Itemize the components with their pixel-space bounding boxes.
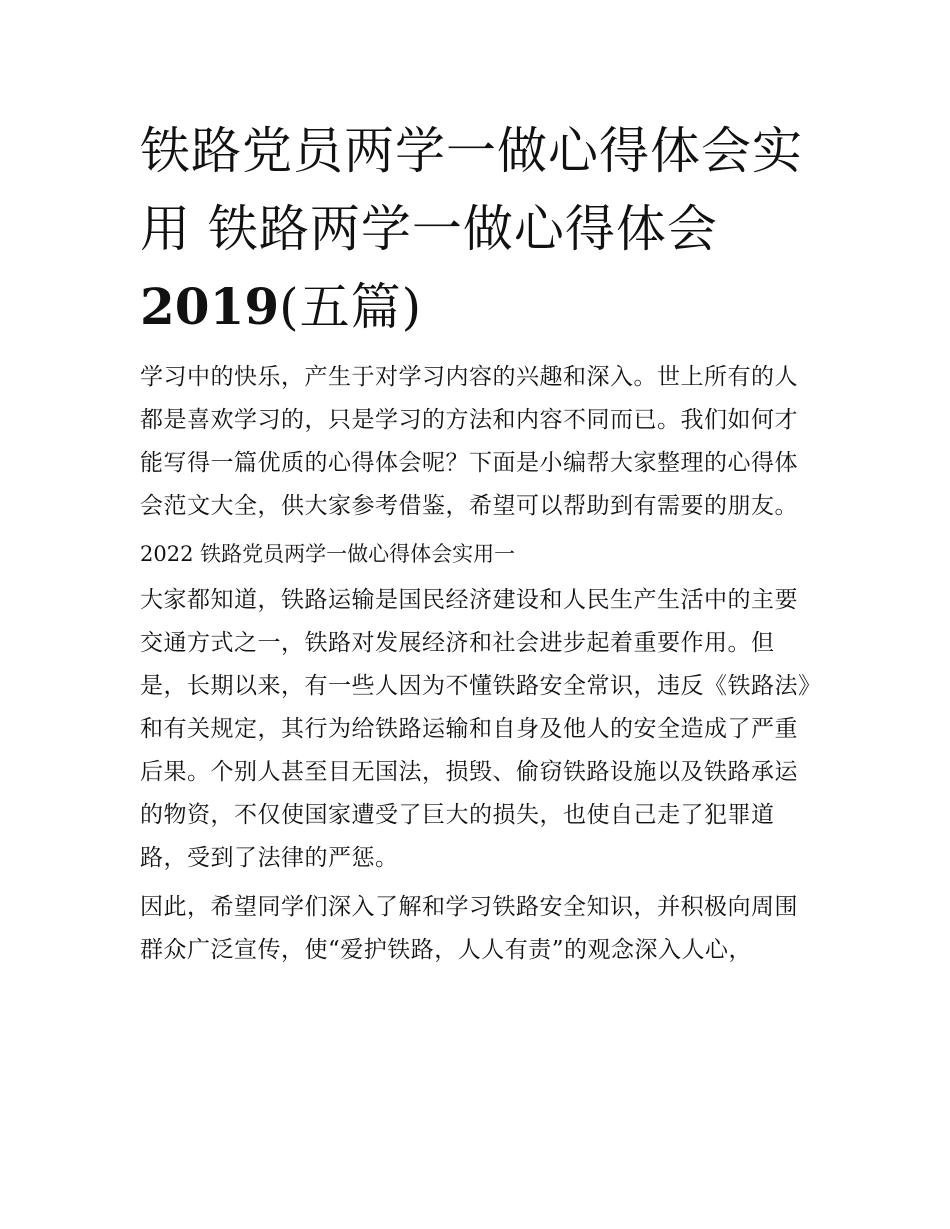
title-suffix: (五篇) bbox=[279, 278, 423, 336]
document-title bbox=[140, 112, 820, 346]
title-line-2: 用 铁路两学一做心得体会 bbox=[140, 200, 718, 258]
title-line-3 bbox=[140, 268, 820, 346]
section-heading: 2022 铁路党员两学一做心得体会实用一 bbox=[140, 542, 516, 566]
intro-paragraph: 学习中的快乐，产生于对学习内容的兴趣和深入。世上所有的人都是喜欢学习的，只是学习的方法和内容不同而已。我们如何才能写得一篇优质的心得体会呢？下面是小编帮大家整理的心得体会范文大全，供大家参考借鉴，希望可以帮助到有需要的朋友。 bbox=[140, 364, 798, 519]
title-line-1: 铁路党员两学一做心得体会实 bbox=[140, 122, 803, 180]
title-year: 2019 bbox=[140, 277, 280, 336]
body-paragraph-1: 大家都知道，铁路运输是国民经济建设和人民生产生活中的主要交通方式之一，铁路对发展经济和社会进步起着重要作用。但是，长期以来，有一些人因为不懂铁路安全常识，违反《铁路法》和有关规定，其行为给铁路运输和自身及他人的安全造成了严重后果。个别人甚至目无国法，损毁、偷窃铁路设施以及铁路承运的物资，不仅使国家遭受了巨大的损失，也使自己走了犯罪道路，受到了法律的严惩。 bbox=[140, 587, 810, 871]
document-body bbox=[140, 356, 820, 978]
body-paragraph-2: 因此，希望同学们深入了解和学习铁路安全知识，并积极向周围群众广泛宣传，使“爱护铁路，人人有责”的观念深入人心， bbox=[140, 894, 798, 963]
